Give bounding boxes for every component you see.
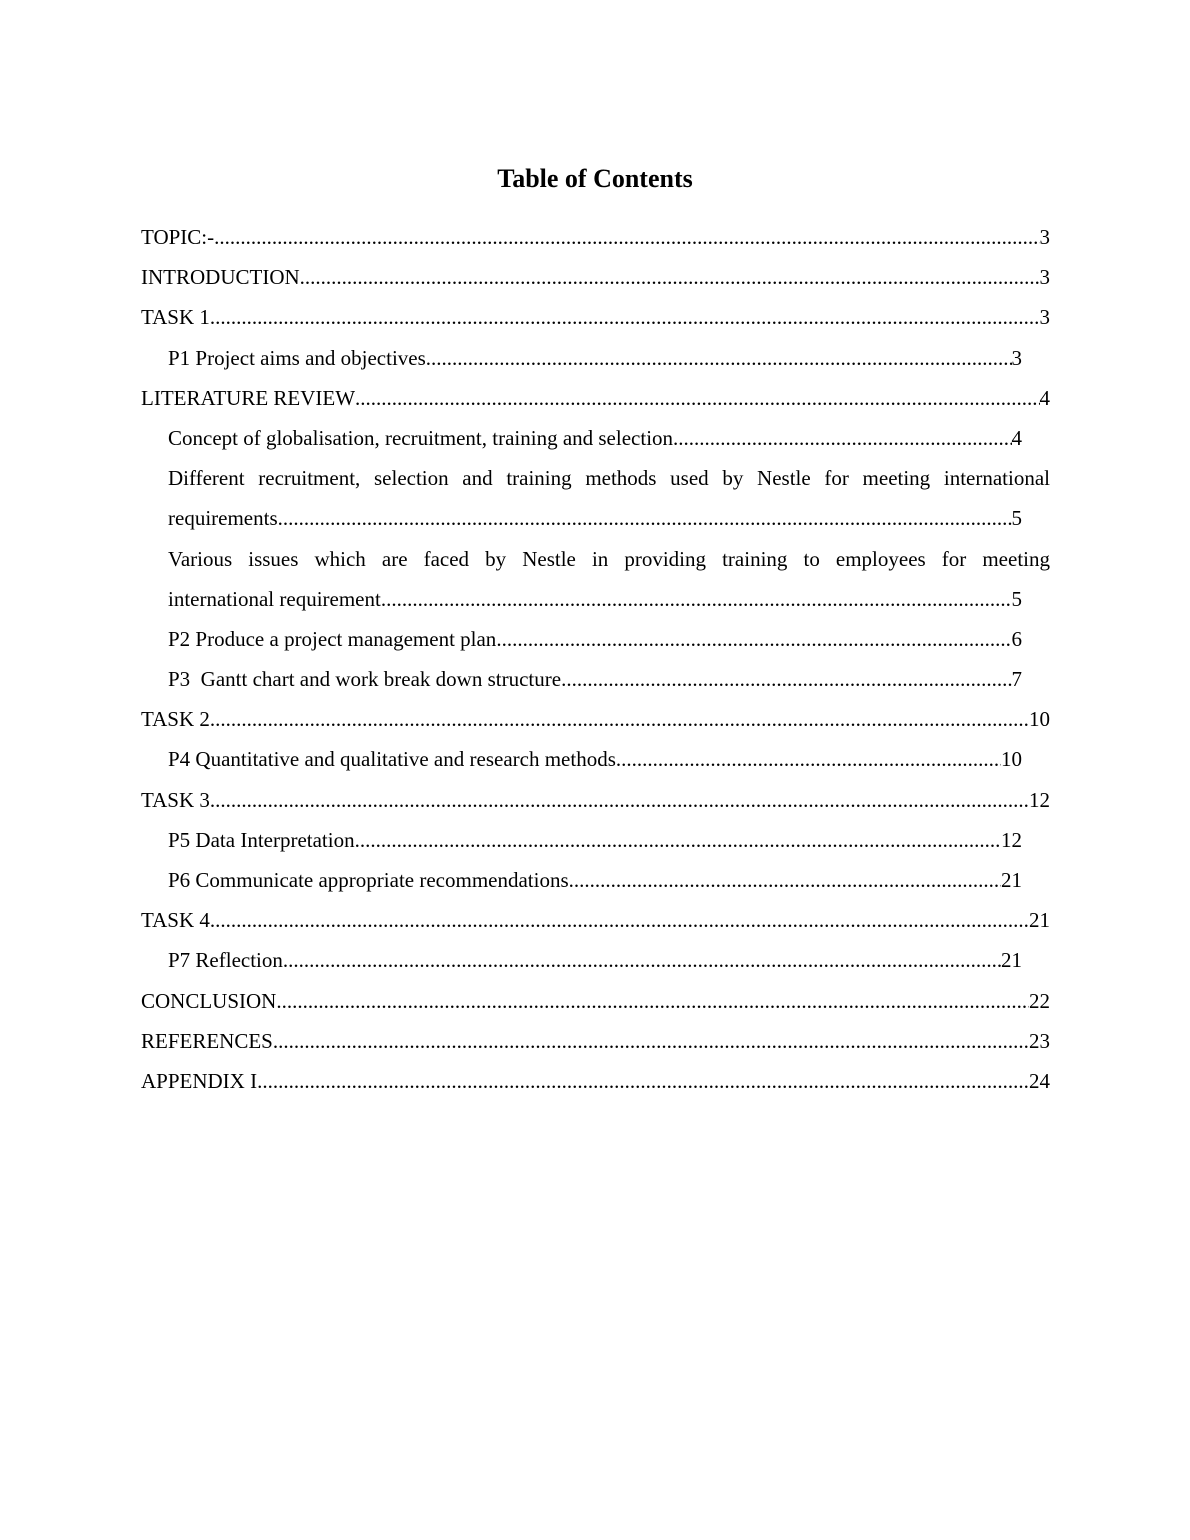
toc-entry-label: P3 Gantt chart and work break down structure	[168, 667, 562, 692]
toc-entry-label: TOPIC:-	[141, 225, 215, 249]
toc-page-number: 7	[1011, 667, 1022, 692]
toc-entry-literature-review[interactable]	[141, 378, 1050, 418]
toc-entry-label-line2: international requirement	[168, 586, 381, 611]
toc-page-number: 5	[1011, 506, 1022, 531]
toc-dot-leader	[283, 940, 1001, 980]
toc-dot-leader	[273, 1021, 1029, 1061]
toc-entry-appendix-i[interactable]	[141, 1061, 1050, 1101]
toc-entry-p6[interactable]	[168, 860, 1022, 900]
toc-entry-label: TASK 2	[141, 707, 210, 732]
toc-dot-leader	[381, 579, 1012, 619]
toc-dot-leader	[561, 659, 1011, 699]
toc-page-number: 3	[1039, 265, 1050, 290]
toc-entry-label: TASK 3	[141, 787, 210, 812]
toc-entry-conclusion[interactable]	[141, 981, 1050, 1021]
toc-entry-p5[interactable]	[168, 820, 1022, 860]
toc-entry-label: CONCLUSION	[141, 988, 277, 1013]
toc-dot-leader	[210, 699, 1029, 739]
toc-entry-label: Concept of globalisation, recruitment, training and selection	[168, 425, 674, 450]
toc-entry-introduction[interactable]	[141, 257, 1050, 297]
toc-entry-label: REFERENCES	[141, 1028, 273, 1053]
toc-dot-leader	[276, 981, 1029, 1021]
table-of-contents	[141, 217, 1050, 1101]
toc-entry-label: P2 Produce a project management plan	[168, 626, 497, 651]
toc-entry-p4[interactable]	[168, 739, 1022, 779]
toc-page-number: 4	[1011, 425, 1022, 450]
toc-title: Table of Contents	[497, 164, 693, 193]
toc-entry-references[interactable]	[141, 1021, 1050, 1061]
toc-dot-leader	[616, 739, 1001, 779]
toc-entry-task-3[interactable]	[141, 780, 1050, 820]
toc-dot-leader	[355, 820, 1001, 860]
toc-entry-training-issues[interactable]	[168, 539, 1050, 619]
toc-page-number: 6	[1011, 626, 1022, 651]
toc-entry-label-line1: Different recruitment, selection and training methods used by Nestle for meeting international	[168, 466, 1050, 491]
toc-page-number: 10	[1029, 707, 1050, 732]
toc-page-number: 4	[1039, 385, 1050, 410]
toc-entry-p3[interactable]	[168, 659, 1022, 699]
toc-page-number: 3	[1011, 345, 1022, 370]
toc-dot-leader	[300, 257, 1040, 297]
toc-entry-label: P1 Project aims and objectives	[168, 345, 426, 370]
toc-entry-task-2[interactable]	[141, 699, 1050, 739]
toc-dot-leader	[210, 297, 1040, 337]
toc-entry-label: P5 Data Interpretation	[168, 827, 355, 852]
toc-page-number: 10	[1001, 747, 1022, 772]
toc-page-number: 21	[1001, 868, 1022, 893]
toc-entry-label-line1: Various issues which are faced by Nestle in providing training to employees for meeting	[168, 546, 1050, 571]
toc-entry-label: LITERATURE REVIEW	[141, 385, 356, 410]
toc-dot-leader	[210, 900, 1029, 940]
toc-page-number: 3	[1039, 305, 1050, 330]
toc-page-number: 21	[1029, 908, 1050, 933]
toc-dot-leader	[426, 338, 1012, 378]
toc-dot-leader	[355, 378, 1039, 418]
toc-entry-task-4[interactable]	[141, 900, 1050, 940]
toc-dot-leader	[569, 860, 1001, 900]
toc-dot-leader	[214, 217, 1039, 257]
toc-entry-p2[interactable]	[168, 619, 1022, 659]
toc-page-number: 24	[1029, 1068, 1050, 1093]
toc-dot-leader	[673, 418, 1011, 458]
toc-entry-label: INTRODUCTION	[141, 265, 300, 290]
toc-entry-task-1[interactable]	[141, 297, 1050, 337]
toc-entry-label-line2: requirements	[168, 506, 278, 531]
toc-page-number: 5	[1011, 586, 1022, 611]
toc-entry-label: P4 Quantitative and qualitative and research methods	[168, 747, 616, 772]
toc-entry-p1[interactable]	[168, 338, 1022, 378]
toc-page-number: 12	[1029, 787, 1050, 812]
toc-entry-recruitment-methods[interactable]	[168, 458, 1050, 538]
toc-entry-topic[interactable]	[141, 217, 1050, 257]
toc-page-number: 12	[1001, 827, 1022, 852]
toc-dot-leader	[257, 1061, 1029, 1101]
toc-page-number: 23	[1029, 1028, 1050, 1053]
toc-entry-label: P7 Reflection	[168, 948, 283, 973]
toc-entry-p7[interactable]	[168, 940, 1022, 980]
toc-dot-leader	[496, 619, 1011, 659]
toc-dot-leader	[210, 780, 1029, 820]
toc-entry-label: TASK 1	[141, 305, 210, 330]
toc-page-number: 21	[1001, 948, 1022, 973]
toc-dot-leader	[278, 498, 1012, 538]
toc-entry-label: P6 Communicate appropriate recommendations	[168, 868, 569, 893]
toc-entry-label: TASK 4	[141, 908, 210, 933]
toc-entry-concept-of-globalisation[interactable]	[168, 418, 1022, 458]
toc-entry-label: APPENDIX I	[141, 1068, 258, 1093]
toc-page-number: 22	[1029, 988, 1050, 1013]
toc-page-number: 3	[1039, 225, 1050, 249]
